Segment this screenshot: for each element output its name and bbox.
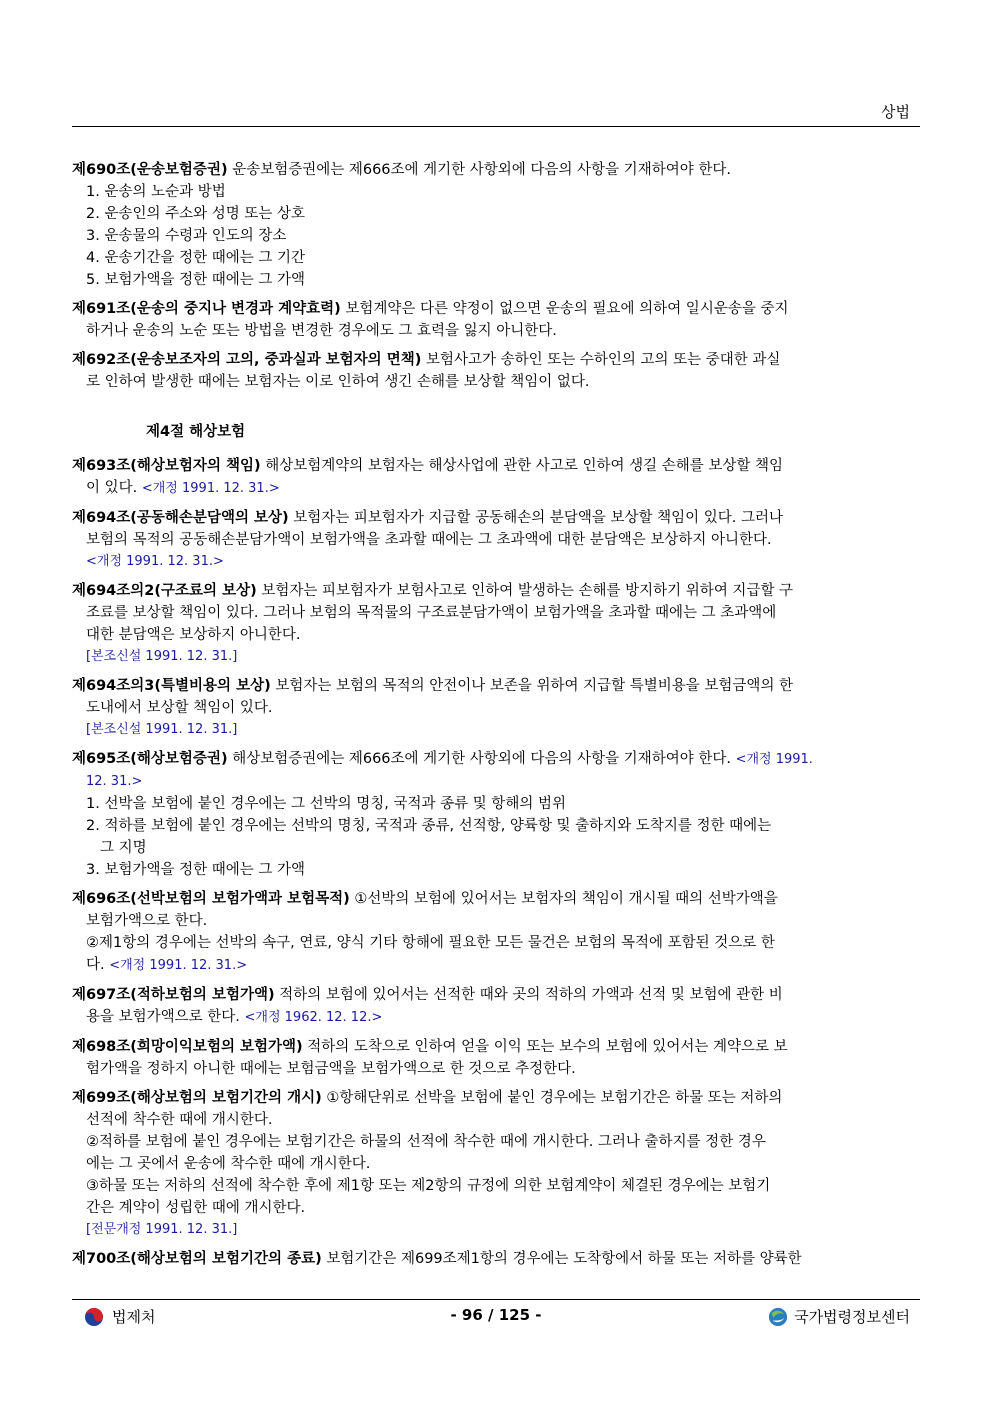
- article-text: 용을 보험가액으로 한다.: [86, 1009, 240, 1025]
- amendment-note: <개정 1991. 12. 31.>: [109, 958, 248, 973]
- article-text: 적하의 도착으로 인하여 얻을 이익 또는 보수의 보험에 있어서는 계약으로 보: [307, 1039, 788, 1055]
- article-heading: 제692조(운송보조자의 고의, 중과실과 보험자의 면책): [72, 352, 422, 368]
- article-heading: 제694조(공동해손분담액의 보상): [72, 510, 289, 526]
- article-text: 대한 분담액은 보상하지 아니한다.: [86, 627, 301, 643]
- article-698: [72, 1036, 920, 1080]
- article-text: 적하의 보험에 있어서는 선적한 때와 곳의 적하의 가액과 선적 및 보험에 관한 비: [279, 987, 783, 1003]
- amendment-note: [본조신설 1991. 12. 31.]: [86, 649, 238, 664]
- amendment-note: <개정 1991. 12. 31.>: [141, 481, 280, 496]
- article-699: [72, 1087, 920, 1241]
- document-body: [72, 159, 920, 1277]
- amendment-note: 12. 31.>: [86, 774, 143, 789]
- article-text: [72, 477, 920, 500]
- document-title: 상법: [881, 103, 910, 121]
- article-text: ①항해단위로 선박을 보험에 붙인 경우에는 보험기간은 하물 또는 저하의: [326, 1090, 783, 1106]
- globe-logo-icon: [768, 1307, 788, 1327]
- article-text: 하거나 운송의 노순 또는 방법을 변경한 경우에도 그 효력을 잃지 아니한다.: [86, 323, 557, 339]
- article-heading: 제697조(적하보험의 보험가액): [72, 987, 275, 1003]
- article-text: 다.: [86, 957, 105, 973]
- article-text: 보험계약은 다른 약정이 없으면 운송의 필요에 의하여 일시운송을 중지: [345, 301, 789, 317]
- list-item: 1. 운송의 노순과 방법: [86, 184, 226, 200]
- footer-left-text: 법제처: [112, 1308, 156, 1326]
- article-text: ②제1항의 경우에는 선박의 속구, 연료, 양식 기타 항해에 필요한 모든 물건은 보험의 목적에 포함된 것으로 한: [86, 935, 775, 951]
- article-693: [72, 455, 920, 500]
- article-text: ③하물 또는 저하의 선적에 착수한 후에 제1항 또는 제2항의 규정에 의한 보험계약이 체결된 경우에는 보험기: [86, 1178, 771, 1194]
- list-item: 3. 운송물의 수령과 인도의 장소: [86, 228, 287, 244]
- article-691: [72, 298, 920, 342]
- article-heading: 제693조(해상보험자의 책임): [72, 458, 261, 474]
- article-text: 조료를 보상할 책임이 있다. 그러나 보험의 목적물의 구조료분담가액이 보험가액을 초과할 때에는 그 초과액에: [86, 605, 777, 621]
- article-text: [72, 1006, 920, 1029]
- article-heading: 제700조(해상보험의 보험기간의 종료): [72, 1251, 322, 1267]
- amendment-note: <개정 1991. 12. 31.>: [86, 554, 224, 569]
- article-heading: 제694조의2(구조료의 보상): [72, 583, 257, 599]
- amendment-note: <개정 1962. 12. 12.>: [244, 1010, 383, 1025]
- article-text: 해상보험증권에는 제666조에 게기한 사항외에 다음의 사항을 기재하여야 한다.: [232, 751, 731, 767]
- section-title: 제4절 해상보험: [146, 424, 246, 440]
- list-item: 5. 보험가액을 정한 때에는 그 가액: [86, 272, 305, 288]
- page-number: - 96 / 125 -: [450, 1306, 542, 1324]
- article-text: 보험자는 보험의 목적의 안전이나 보존을 위하여 지급할 특별비용을 보험금액의 한: [275, 678, 794, 694]
- article-heading: 제698조(희망이익보험의 보험가액): [72, 1039, 303, 1055]
- list-item: 그 지명: [100, 840, 147, 856]
- footer-center-name: [768, 1306, 910, 1327]
- article-697: [72, 984, 920, 1029]
- article-text: 보험가액으로 한다.: [86, 913, 208, 929]
- article-text: ①선박의 보험에 있어서는 보험자의 책임이 개시될 때의 선박가액을: [354, 891, 778, 907]
- article-text: [72, 954, 920, 977]
- article-text: 해상보험계약의 보험자는 해상사업에 관한 사고로 인하여 생길 손해를 보상할 책임: [265, 458, 783, 474]
- article-text: 이 있다.: [86, 480, 138, 496]
- article-text: 보험사고가 송하인 또는 수하인의 고의 또는 중대한 과실: [425, 352, 781, 368]
- list-item: 1. 선박을 보험에 붙인 경우에는 그 선박의 명칭, 국적과 종류 및 항해의 범위: [86, 796, 566, 812]
- header-divider: [72, 126, 920, 127]
- article-700: [72, 1248, 920, 1270]
- article-696: [72, 888, 920, 977]
- article-695: [72, 748, 920, 881]
- list-item: 3. 보험가액을 정한 때에는 그 가액: [86, 862, 305, 878]
- footer-right-text: 국가법령정보센터: [794, 1308, 910, 1326]
- article-694-3: [72, 675, 920, 741]
- article-text: ②적하를 보험에 붙인 경우에는 보험기간은 하물의 선적에 착수한 때에 개시한다. 그러나 출하지를 정한 경우: [86, 1134, 766, 1150]
- article-694-2: [72, 580, 920, 668]
- article-690: [72, 159, 920, 291]
- amendment-note: [본조신설 1991. 12. 31.]: [86, 722, 238, 737]
- article-text: 도내에서 보상할 책임이 있다.: [86, 700, 273, 716]
- article-heading: 제699조(해상보험의 보험기간의 개시): [72, 1090, 322, 1106]
- article-heading: 제691조(운송의 중지나 변경과 계약효력): [72, 301, 341, 317]
- article-692: [72, 349, 920, 393]
- article-text: 에는 그 곳에서 운송에 착수한 때에 개시한다.: [86, 1156, 371, 1172]
- article-text: 운송보험증권에는 제666조에 게기한 사항외에 다음의 사항을 기재하여야 한다.: [232, 162, 731, 178]
- list-item: 4. 운송기간을 정한 때에는 그 기간: [86, 250, 305, 266]
- article-heading: 제694조의3(특별비용의 보상): [72, 678, 271, 694]
- article-text: 보험기간은 제699조제1항의 경우에는 도착항에서 하물 또는 저하를 양륙한: [326, 1251, 802, 1267]
- list-item: 2. 운송인의 주소와 성명 또는 상호: [86, 206, 305, 222]
- list-item: 2. 적하를 보험에 붙인 경우에는 선박의 명칭, 국적과 종류, 선적항, 양륙항 및 출하지와 도착지를 정한 때에는: [86, 818, 772, 834]
- article-heading: 제690조(운송보험증권): [72, 162, 228, 178]
- article-heading: 제695조(해상보험증권): [72, 751, 228, 767]
- article-text: 로 인하여 발생한 때에는 보험자는 이로 인하여 생긴 손해를 보상할 책임이 없다.: [86, 374, 590, 390]
- article-text: 보험의 목적의 공동해손분담가액이 보험가액을 초과할 때에는 그 초과액에 대한 분담액은 보상하지 아니한다.: [86, 532, 772, 548]
- article-text: 보험자는 피보험자가 보험사고로 인하여 발생하는 손해를 방지하기 위하여 지급할 구: [261, 583, 794, 599]
- footer-divider: [72, 1299, 920, 1300]
- article-heading: 제696조(선박보험의 보험가액과 보험목적): [72, 891, 350, 907]
- article-text: 간은 계약이 성립한 때에 개시한다.: [86, 1200, 306, 1216]
- article-text: 보험자는 피보험자가 지급할 공동해손의 분담액을 보상할 책임이 있다. 그러나: [293, 510, 783, 526]
- article-text: 험가액을 정하지 아니한 때에는 보험금액을 보험가액으로 한 것으로 추정한다.: [86, 1061, 576, 1077]
- article-694: [72, 507, 920, 573]
- amendment-note: <개정 1991.: [735, 752, 813, 767]
- article-text: 선적에 착수한 때에 개시한다.: [86, 1112, 273, 1128]
- amendment-note: [전문개정 1991. 12. 31.]: [86, 1222, 238, 1237]
